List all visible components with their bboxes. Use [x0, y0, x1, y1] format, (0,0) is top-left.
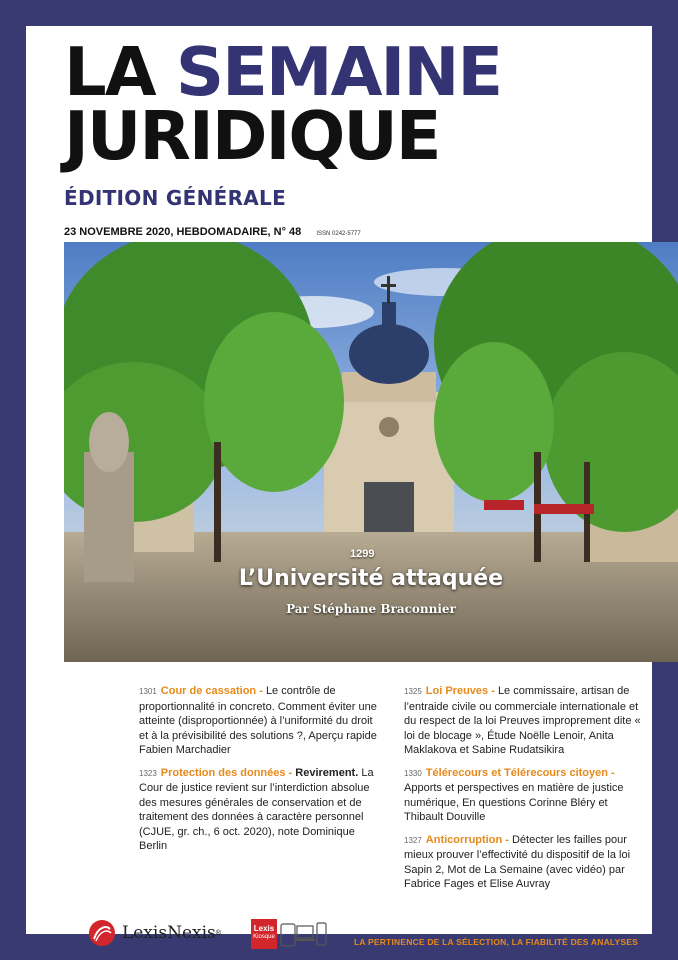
- article-lead: Revirement.: [295, 766, 359, 779]
- sorbonne-illustration: [64, 242, 678, 662]
- masthead-juridique: JURIDIQUE: [64, 97, 440, 175]
- edition-label: ÉDITION GÉNÉRALE: [64, 186, 287, 210]
- cover-photo: [64, 242, 678, 662]
- cover-story-title[interactable]: L’Université attaquée: [238, 566, 504, 591]
- article-text: Apports et perspectives en matière de justice numérique, En questions Corinne Bléry et Thibault Douville: [404, 782, 624, 823]
- article-separator: -: [285, 766, 296, 779]
- article-number: 1327: [404, 835, 422, 845]
- publisher-name: LexisNexis: [122, 923, 216, 943]
- kiosque-label: Kiosque: [253, 934, 275, 940]
- article-text: Le contrôle de proportionnalité in concreto. Comment éviter une atteinte (disproportionnée) à l’uniformité du droit et à la prévisibilité des solutions ?, Aperçu rapide Fabien Marchadier: [139, 685, 377, 756]
- laptop-icon: [295, 926, 315, 941]
- article-teaser[interactable]: [404, 833, 646, 892]
- cover-story-author: Par Stéphane Braconnier: [286, 602, 456, 616]
- registered-mark: ®: [215, 929, 221, 937]
- masthead-line-1: [64, 33, 502, 111]
- article-rubric: Anticorruption: [425, 833, 503, 846]
- kiosque-brand: Lexis: [253, 924, 275, 933]
- article-separator: -: [488, 685, 498, 697]
- article-rubric: Télérecours et Télérecours citoyen: [425, 766, 608, 779]
- article-number: 1325: [404, 687, 422, 696]
- article-text: La Cour de justice revient sur l’interdiction absolue des mesures générales de conservation et de traitement des données à caractère personnel (CJUE, gr. ch., 6 oct. 2020), note Dominique Berlin: [139, 766, 374, 852]
- article-number: 1301: [139, 687, 157, 696]
- article-number: 1323: [139, 768, 157, 778]
- article-separator: -: [607, 766, 615, 779]
- article-teaser[interactable]: [139, 766, 381, 854]
- article-rubric: Loi Preuves: [425, 685, 489, 697]
- masthead-semaine: SEMAINE: [175, 33, 502, 111]
- tablet-icon: [281, 924, 295, 946]
- article-text: Détecter les failles pour mieux prouver l’effectivité du dispositif de la loi Sapin 2, Mot de La Semaine (avec vidéo) par Fabrice Fages et Elise Auvray: [404, 833, 631, 890]
- article-teaser[interactable]: [404, 684, 646, 758]
- article-teaser[interactable]: [139, 684, 381, 758]
- masthead: [64, 33, 502, 175]
- cover-story-number: 1299: [350, 548, 375, 560]
- devices-icons: [280, 921, 328, 949]
- lexisnexis-logo-icon: [88, 919, 116, 947]
- article-teaser[interactable]: [404, 766, 646, 825]
- articles-right-column: [404, 684, 646, 900]
- cover-page: [26, 26, 652, 947]
- article-separator: -: [256, 685, 266, 697]
- tagline: LA PERTINENCE DE LA SÉLECTION, LA FIABILITÉ DES ANALYSES: [354, 937, 639, 947]
- lexis-kiosque-badge: [251, 919, 277, 949]
- lexisnexis-logo: [88, 919, 221, 947]
- article-rubric: Protection des données: [160, 766, 286, 779]
- dateline: [64, 226, 361, 238]
- issn: ISSN 0242-5777: [316, 231, 361, 237]
- article-separator: -: [502, 833, 512, 846]
- masthead-la: LA: [64, 33, 176, 111]
- article-text: Le commissaire, artisan de l’entraide civile ou commerciale internationale et du respect de la loi Preuves improprement dite « loi de blocage », Étude Noëlle Lenoir, Anita Maklakova et Sabine Rudatsikira: [404, 685, 641, 756]
- phone-icon: [317, 923, 326, 945]
- issue-date: 23 NOVEMBRE 2020, HEBDOMADAIRE, N° 48: [64, 226, 302, 238]
- articles-left-column: [139, 684, 381, 862]
- article-number: 1330: [404, 768, 422, 778]
- article-rubric: Cour de cassation: [160, 685, 257, 697]
